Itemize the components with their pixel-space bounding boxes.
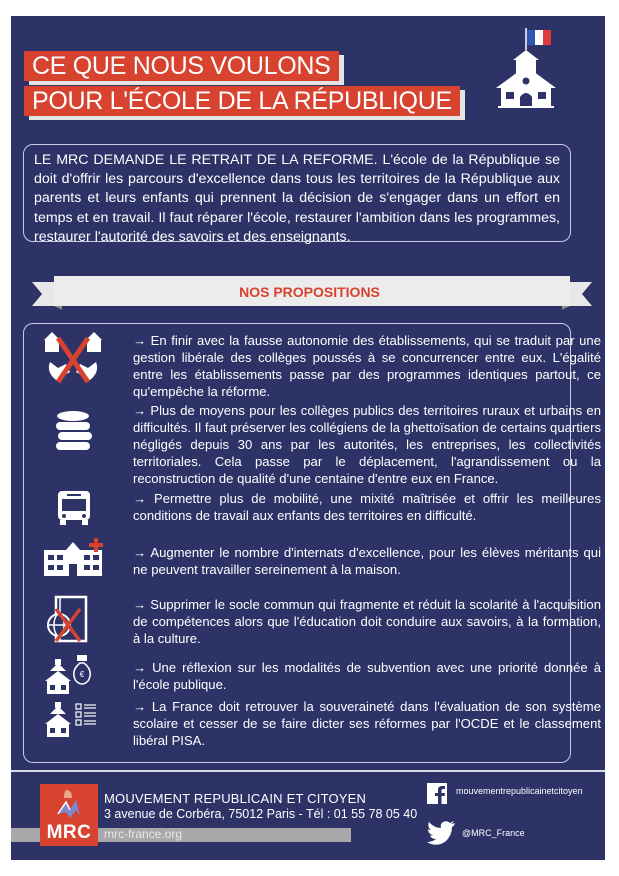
- facebook-icon[interactable]: [427, 783, 447, 804]
- proposition-5: → Supprimer le socle commun qui fragmente et réduit la scolarité à l'acquisition de compétences alors que l'éducation doit conduire aux savoirs, à la formation, à la culture.: [133, 597, 601, 646]
- section-title: NOS PROPOSITIONS: [239, 284, 380, 300]
- organization-name: MOUVEMENT REPUBLICAIN ET CITOYEN: [104, 791, 367, 806]
- bus-icon: [57, 490, 91, 526]
- proposition-3: → Permettre plus de mobilité, une mixité maîtrisée et offrir les meilleures conditions de travail aux enfants des territoires en difficulté.: [133, 491, 601, 523]
- proposition-4: → Augmenter le nombre d'internats d'excellence, pour les élèves méritants qui ne peuvent travailler sereinement à la maison.: [133, 545, 601, 577]
- title-line-2: POUR L'ÉCOLE DE LA RÉPUBLIQUE: [24, 86, 460, 116]
- book-globe-crossed-icon: [46, 595, 90, 643]
- proposition-7: → La France doit retrouver la souveraineté dans l'évaluation de son système scolaire et cesser de se faire dicter ses réformes par l'OCDE et le classement libéral PISA.: [133, 699, 601, 748]
- facebook-handle[interactable]: mouvementrepublicainetcitoyen: [456, 786, 583, 796]
- school-money-bag-icon: [44, 655, 94, 695]
- intro-statement: LE MRC DEMANDE LE RETRAIT DE LA REFORME. L'école de la République se doit d'offrir les parcours d'excellence dans tous les territoires de la République aux parents et leurs enfants qui prennent la décision de s'engager dans un effort en temps et en travail. Il faut réparer l'école, restaurer l'ambition dans les programmes, restaurer l'autorité des savoirs et des enseignants.: [23, 144, 571, 242]
- organization-address: 3 avenue de Corbéra, 75012 Paris - Tél : 01 55 78 05 40: [104, 807, 418, 821]
- mrc-logo-text: MRC: [46, 822, 92, 843]
- proposition-2: → Plus de moyens pour les collèges publics des territoires ruraux et urbains en difficultés. Il faut préserver les collégiens de la ghettoïsation de certains quartiers négligés depuis 30 ans par les autorités, les entreprises, les collectivités territoriales. Cela passe par le déplacement, l'agrandissement ou la reconstruction de qualité d'une centaine d'entre eux en France.: [133, 403, 601, 486]
- schools-crossed-out-icon: [40, 330, 106, 386]
- boarding-school-plus-icon: [44, 538, 106, 576]
- svg-text:€: €: [79, 670, 85, 679]
- school-checklist-icon: [44, 700, 100, 738]
- bonnet-phrygien-icon: [54, 788, 84, 822]
- school-with-french-flag-icon: [492, 26, 567, 108]
- title-line-1: CE QUE NOUS VOULONS: [24, 51, 339, 81]
- proposition-6: → Une réflexion sur les modalités de subvention avec une priorité donnée à l'école publique.: [133, 660, 601, 692]
- twitter-handle[interactable]: @MRC_France: [462, 828, 525, 838]
- coin-stack-icon: [53, 410, 93, 452]
- proposition-1: → En finir avec la fausse autonomie des établissements, qui se traduit par une gestion libérale des collèges poussés à se concurrencer entre eux. L'égalité entre les établissements passe par des programmes identiques partout, ce qu'empêche la réforme.: [133, 333, 601, 399]
- twitter-icon[interactable]: [426, 820, 456, 846]
- website-link[interactable]: mrc-france.org: [104, 827, 183, 841]
- mrc-logo: [40, 784, 98, 846]
- footer-divider: [11, 770, 605, 772]
